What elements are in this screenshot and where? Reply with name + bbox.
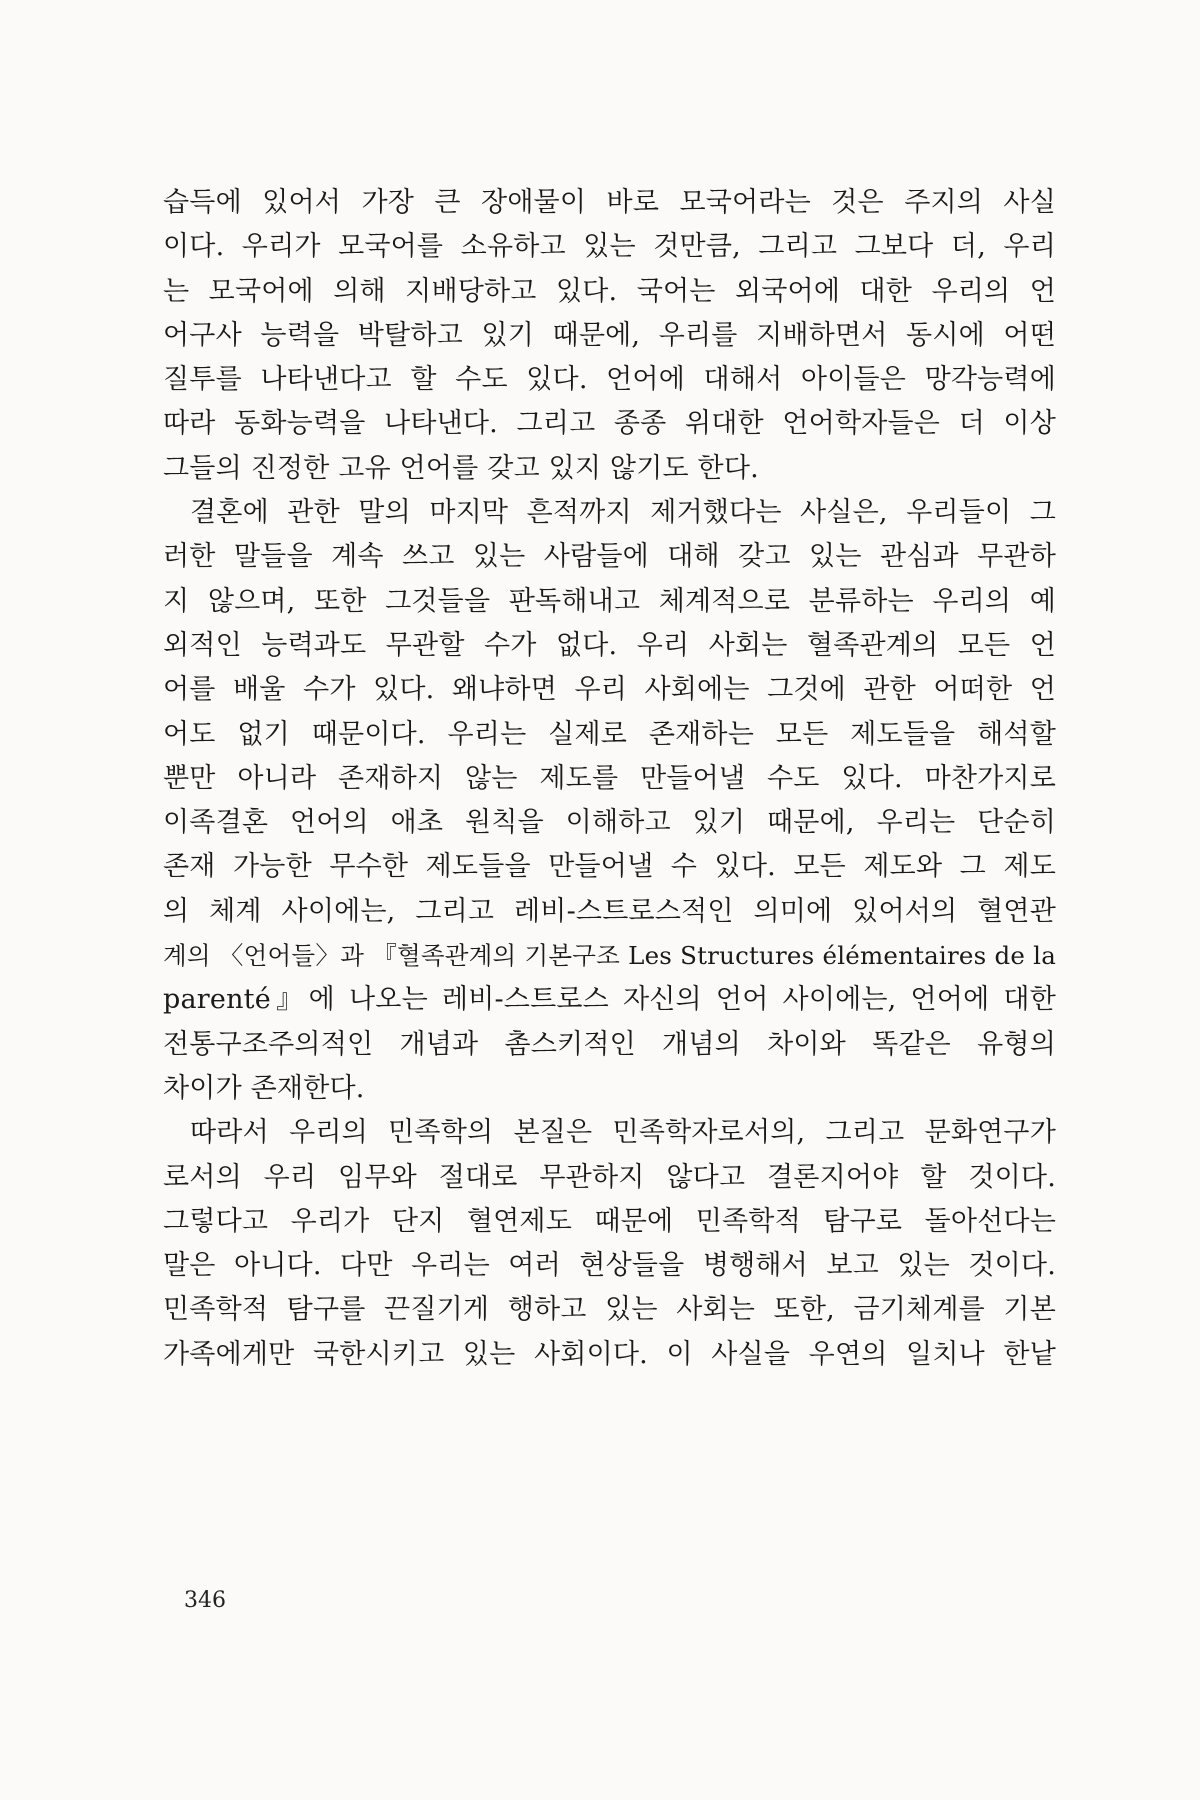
text-line: 습득에 있어서 가장 큰 장애물이 바로 모국어라는 것은 주지의 사실 xyxy=(163,187,1056,218)
text-line: 민족학적 탐구를 끈질기게 행하고 있는 사회는 또한, 금기체계를 기본 xyxy=(163,1294,1056,1326)
text-line: 어구사 능력을 박탈하고 있기 때문에, 우리를 지배하면서 동시에 어떤 xyxy=(163,319,1056,351)
text-line: 어를 배울 수가 있다. 왜냐하면 우리 사회에는 그것에 관한 어떠한 언 xyxy=(163,674,1056,706)
text-line: 결혼에 관한 말의 마지막 흔적까지 제거했다는 사실은, 우리들이 그 xyxy=(190,497,1056,529)
text-line: 전통구조주의적인 개념과 촘스키적인 개념의 차이와 똑같은 유형의 xyxy=(163,1028,1056,1060)
text-line: parenté』에 나오는 레비-스트로스 자신의 언어 사이에는, 언어에 대한 xyxy=(163,984,1056,1016)
body-text xyxy=(163,181,1056,1377)
text-line: 어도 없기 때문이다. 우리는 실제로 존재하는 모든 제도들을 해석할 xyxy=(163,718,1056,750)
text-line: 의 체계 사이에는, 그리고 레비-스트로스적인 의미에 있어서의 혈연관 xyxy=(163,895,1056,927)
text-line: 지 않으며, 또한 그것들을 판독해내고 체계적으로 분류하는 우리의 예 xyxy=(163,585,1056,617)
text-line: 그렇다고 우리가 단지 혈연제도 때문에 민족학적 탐구로 돌아선다는 xyxy=(163,1205,1056,1237)
text-line: 러한 말들을 계속 쓰고 있는 사람들에 대해 갖고 있는 관심과 무관하 xyxy=(163,541,1056,573)
text-line: 뿐만 아니라 존재하지 않는 제도를 만들어낼 수도 있다. 마찬가지로 xyxy=(163,762,1056,794)
page-number: 346 xyxy=(184,1588,226,1613)
text-line: 따라 동화능력을 나타낸다. 그리고 종종 위대한 언어학자들은 더 이상 xyxy=(163,408,1056,440)
text-line: 말은 아니다. 다만 우리는 여러 현상들을 병행해서 보고 있는 것이다. xyxy=(163,1250,1056,1282)
text-line: 그들의 진정한 고유 언어를 갖고 있지 않기도 한다. xyxy=(163,452,759,484)
text-line: 외적인 능력과도 무관할 수가 없다. 우리 사회는 혈족관계의 모든 언 xyxy=(163,629,1056,661)
text-line: 존재 가능한 무수한 제도들을 만들어낼 수 있다. 모든 제도와 그 제도 xyxy=(163,851,1056,883)
text-line: 질투를 나타낸다고 할 수도 있다. 언어에 대해서 아이들은 망각능력에 xyxy=(163,364,1056,396)
text-line: 이족결혼 언어의 애초 원칙을 이해하고 있기 때문에, 우리는 단순히 xyxy=(163,807,1056,839)
text-line: 차이가 존재한다. xyxy=(163,1072,365,1104)
text-line: 가족에게만 국한시키고 있는 사회이다. 이 사실을 우연의 일치나 한낱 xyxy=(163,1338,1056,1370)
text-line: 계의 〈언어들〉과 『혈족관계의 기본구조 Les Structures élémentaires de la xyxy=(163,941,1056,971)
text-line: 이다. 우리가 모국어를 소유하고 있는 것만큼, 그리고 그보다 더, 우리 xyxy=(163,231,1056,263)
text-line: 로서의 우리 임무와 절대로 무관하지 않다고 결론지어야 할 것이다. xyxy=(163,1161,1056,1193)
text-line: 따라서 우리의 민족학의 본질은 민족학자로서의, 그리고 문화연구가 xyxy=(190,1117,1056,1149)
text-line: 는 모국어에 의해 지배당하고 있다. 국어는 외국어에 대한 우리의 언 xyxy=(163,275,1056,307)
